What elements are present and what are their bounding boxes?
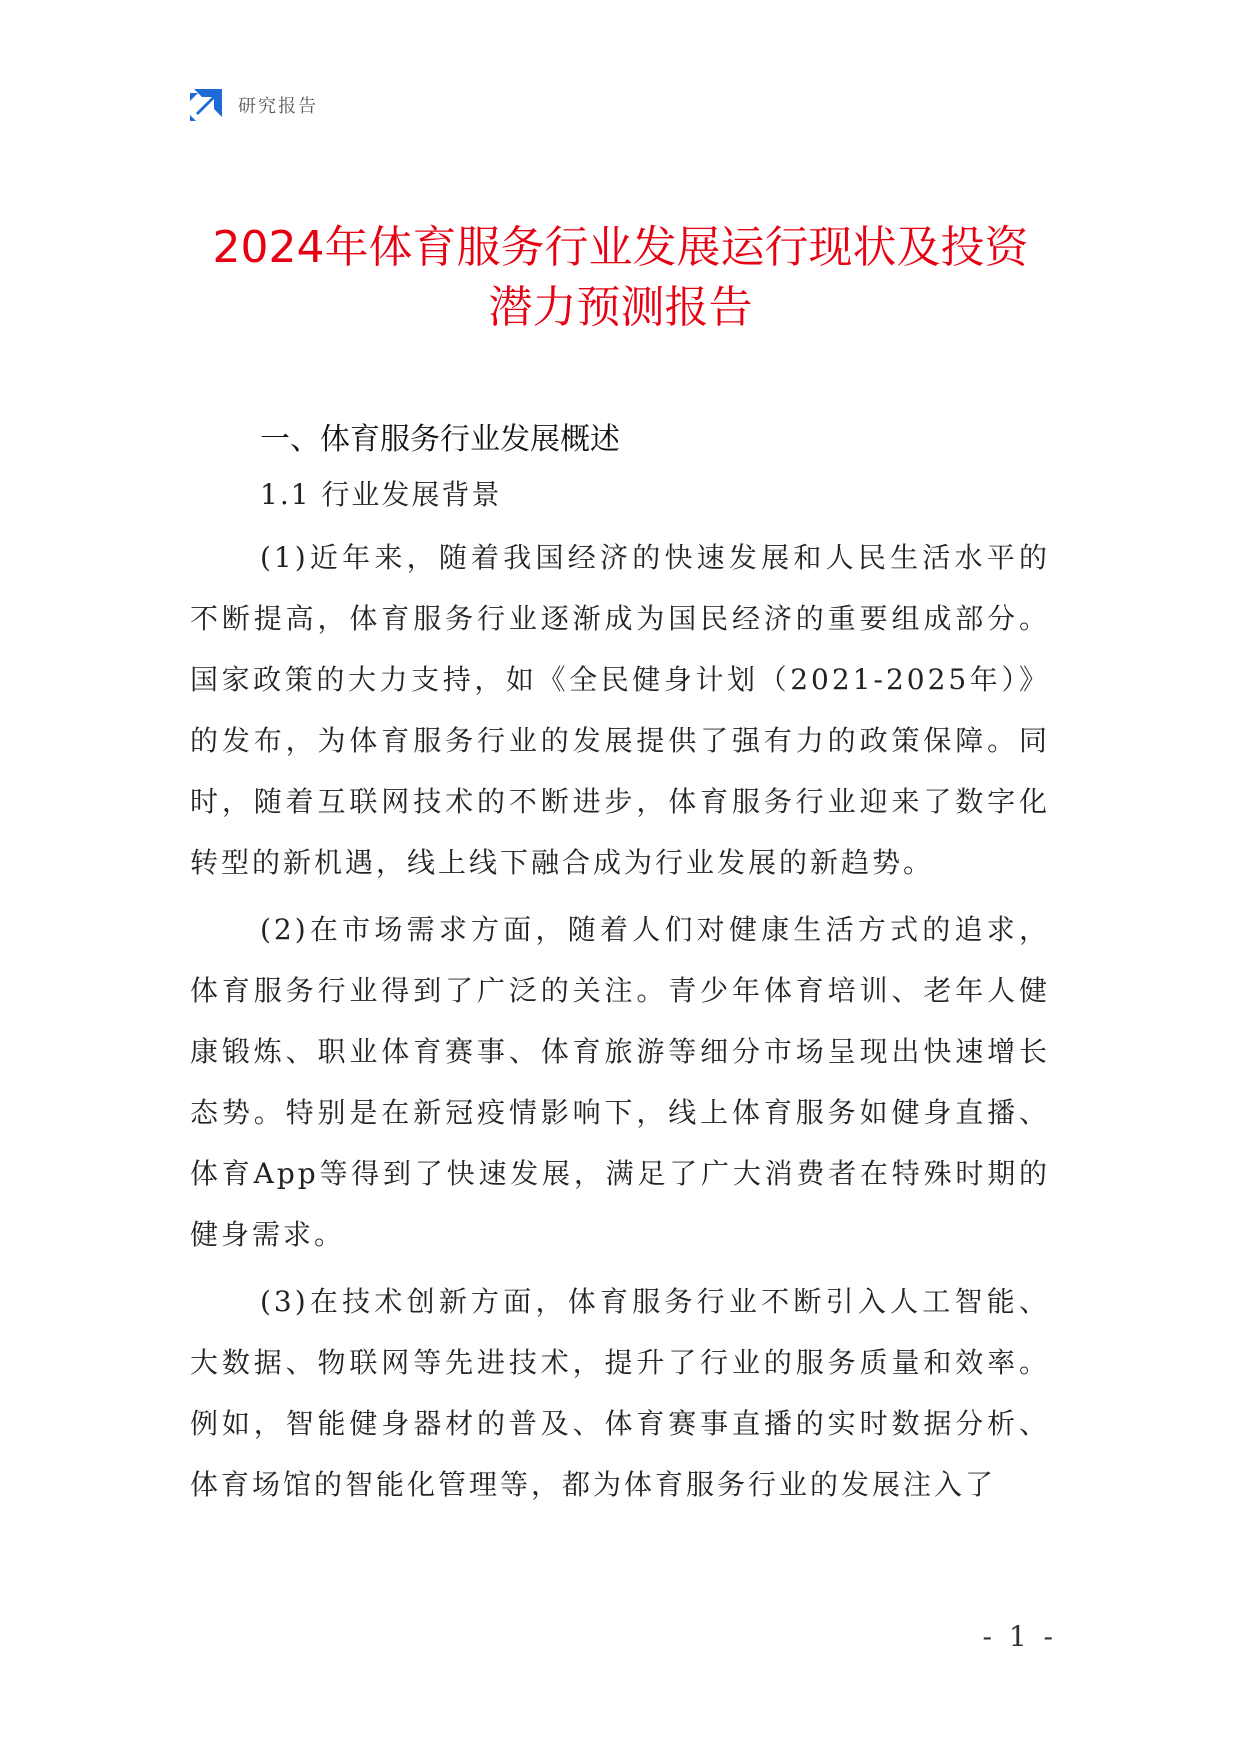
- report-title-line-2: 潜力预测报告: [488, 282, 753, 333]
- report-header: [190, 88, 318, 122]
- header-label: 研究报告: [238, 96, 318, 117]
- report-body: [190, 415, 1050, 1521]
- arrow-up-right-icon: [190, 89, 222, 121]
- paragraph-1: (1)近年来，随着我国经济的快速发展和人民生活水平的不断提高，体育服务行业逐渐成为国民经济的重要组成部分。国家政策的大力支持，如《全民健身计划（2021-2025年）》的发布，为体育服务行业的发展提供了强有力的政策保障。同时，随着互联网技术的不断进步，体育服务行业迎来了数字化转型的新机遇，线上线下融合成为行业发展的新趋势。: [190, 541, 1050, 879]
- paragraph-3: (3)在技术创新方面，体育服务行业不断引入人工智能、大数据、物联网等先进技术，提升了行业的服务质量和效率。例如，智能健身器材的普及、体育赛事直播的实时数据分析、体育场馆的智能化管理等，都为体育服务行业的发展注入了: [190, 1285, 1050, 1501]
- page-number: - 1 -: [982, 1620, 1057, 1653]
- report-title: [120, 218, 1121, 338]
- paragraph-2: (2)在市场需求方面，随着人们对健康生活方式的追求，体育服务行业得到了广泛的关注。青少年体育培训、老年人健康锻炼、职业体育赛事、体育旅游等细分市场呈现出快速增长态势。特别是在新冠疫情影响下，线上体育服务如健身直播、体育App等得到了快速发展，满足了广大消费者在特殊时期的健身需求。: [190, 913, 1050, 1251]
- report-title-line-1: 2024年体育服务行业发展运行现状及投资: [212, 222, 1029, 273]
- section-heading: 一、体育服务行业发展概述: [260, 422, 620, 457]
- subsection-heading: 1.1 行业发展背景: [260, 478, 502, 511]
